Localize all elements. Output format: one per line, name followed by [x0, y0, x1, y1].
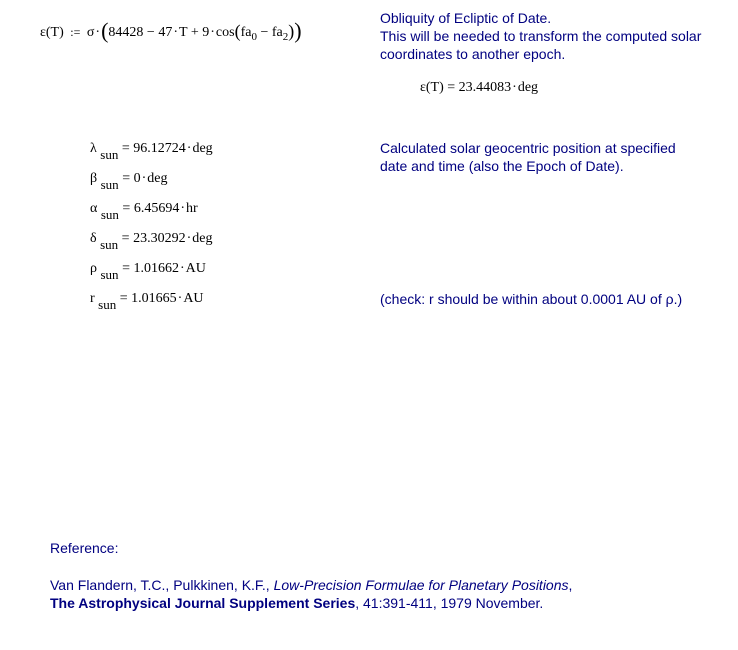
result-subscript: sun: [100, 237, 119, 252]
reference-line2: [50, 594, 572, 612]
obliquity-result: [420, 81, 538, 95]
cos-coefficient: 9: [202, 25, 210, 40]
minus-operator: −: [260, 25, 269, 40]
result-subscript: sun: [98, 297, 117, 312]
fa-subscript-0: 0: [251, 31, 257, 43]
multiply-dot: ·: [186, 141, 192, 156]
reference-authors: Van Flandern, T.C., Pulkkinen, K.F.,: [50, 577, 274, 593]
cos-function: cos: [215, 25, 235, 40]
constant-term: 84428: [108, 25, 144, 40]
reference-line1: [50, 576, 572, 594]
equals-sign: =: [121, 231, 130, 246]
equals-sign: =: [122, 201, 131, 216]
result-unit: hr: [185, 201, 198, 216]
open-paren: (: [101, 18, 109, 43]
result-unit: AU: [183, 291, 204, 306]
obliquity-result-value: 23.44083: [458, 80, 512, 95]
equals-sign: =: [447, 80, 456, 95]
multiply-dot: ·: [173, 25, 178, 40]
result-rho-sun: [90, 261, 206, 282]
t-coefficient: 47: [158, 25, 173, 40]
result-unit: deg: [192, 141, 213, 156]
result-value: 1.01665: [131, 291, 177, 306]
result-value: 1.01662: [133, 261, 179, 276]
reference-title-punct: ,: [568, 577, 573, 593]
minus-operator: −: [146, 25, 155, 40]
result-value: 96.12724: [133, 141, 186, 156]
position-note-line1: Calculated solar geocentric position at specified: [380, 140, 676, 156]
close-paren-inner: ): [288, 21, 295, 41]
fa-term-2: fa: [271, 25, 283, 40]
reference-heading: Reference:: [50, 540, 119, 556]
open-paren-inner: (: [234, 21, 241, 41]
result-subscript: sun: [100, 267, 119, 282]
fa-term-0: fa: [240, 25, 252, 40]
result-alpha-sun: [90, 201, 198, 222]
equals-sign: =: [121, 141, 130, 156]
obliquity-note: [380, 9, 701, 63]
result-value: 0: [133, 171, 141, 186]
position-note-line2: date and time (also the Epoch of Date).: [380, 158, 624, 174]
reference-journal: The Astrophysical Journal Supplement Series: [50, 595, 356, 611]
result-symbol: r: [90, 291, 95, 306]
result-subscript: sun: [100, 147, 119, 162]
sigma-symbol: σ: [86, 25, 95, 40]
result-symbol: α: [90, 201, 98, 216]
assign-operator: :=: [70, 25, 81, 39]
obliquity-note-line2: This will be needed to transform the computed solar: [380, 28, 702, 44]
result-symbol: λ: [90, 141, 97, 156]
result-delta-sun: [90, 231, 213, 252]
equals-sign: =: [122, 171, 131, 186]
multiply-dot: ·: [141, 171, 147, 186]
equals-sign: =: [122, 261, 130, 276]
obliquity-note-line1: Obliquity of Ecliptic of Date.: [380, 10, 552, 26]
multiply-dot: ·: [95, 25, 101, 40]
result-value: 23.30292: [133, 231, 186, 246]
check-note: (check: r should be within about 0.0001 AU of ρ.): [380, 291, 683, 307]
close-paren: ): [294, 18, 302, 43]
result-symbol: δ: [90, 231, 97, 246]
result-subscript: sun: [100, 207, 119, 222]
result-beta-sun: [90, 171, 168, 192]
plus-operator: +: [190, 25, 199, 40]
multiply-dot: ·: [210, 25, 215, 40]
result-unit: deg: [192, 231, 213, 246]
result-unit: deg: [147, 171, 168, 186]
position-note: [380, 139, 676, 175]
reference-details: , 41:391-411, 1979 November.: [355, 595, 544, 611]
multiply-dot: ·: [179, 261, 185, 276]
fa-subscript-2: 2: [282, 31, 289, 43]
result-value: 6.45694: [133, 201, 180, 216]
equals-sign: =: [119, 291, 128, 306]
result-unit: AU: [185, 261, 206, 276]
result-symbol: β: [90, 171, 98, 186]
obliquity-formula: [40, 18, 302, 43]
obliquity-result-unit: deg: [517, 80, 539, 95]
result-r-sun: [90, 291, 204, 312]
multiply-dot: ·: [180, 201, 185, 216]
multiply-dot: ·: [512, 80, 517, 95]
obliquity-lhs: ε(T): [40, 25, 64, 40]
result-symbol: ρ: [90, 261, 97, 276]
t-variable: T: [179, 25, 188, 40]
result-lambda-sun: [90, 141, 213, 162]
reference-citation: [50, 576, 572, 612]
multiply-dot: ·: [177, 291, 183, 306]
reference-title: Low-Precision Formulae for Planetary Positions: [273, 577, 569, 593]
obliquity-result-lhs: ε(T): [420, 80, 444, 95]
multiply-dot: ·: [186, 231, 192, 246]
obliquity-note-line3: coordinates to another epoch.: [380, 46, 566, 62]
result-subscript: sun: [100, 177, 119, 192]
